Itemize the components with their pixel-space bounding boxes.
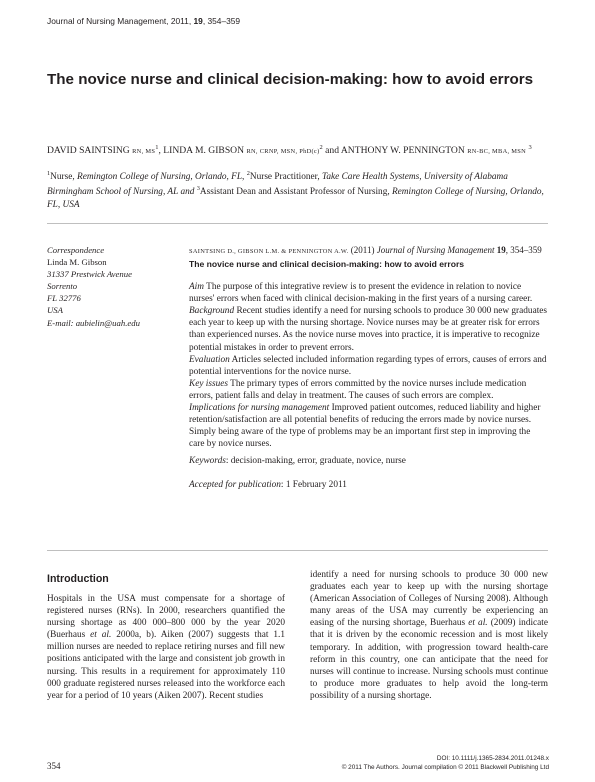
affil-org: Take Care Health Systems, University of Alabama Birmingham School of Nursing, AL and <box>47 172 508 198</box>
keywords <box>189 455 548 467</box>
correspondence-line: Sorrento <box>47 281 78 292</box>
affil-org: Remington College of Nursing, Orlando, FL, USA <box>47 187 544 210</box>
author-mark: 2 <box>319 144 323 151</box>
citation-authors: SAINTSING D., GIBSON L.M. & PENNINGTON A.W. <box>189 248 349 255</box>
abstract-section-label: Background <box>189 306 235 317</box>
abstract-section-label: Key issues <box>189 378 228 389</box>
abstract-title: The novice nurse and clinical decision-making: how to avoid errors <box>189 259 465 270</box>
body-column-right <box>310 569 548 702</box>
correspondence-label: Correspondence <box>47 245 105 255</box>
keywords-text: : decision-making, error, graduate, novice, nurse <box>225 456 406 467</box>
accepted-label: Accepted for publication <box>189 479 281 490</box>
body-text: 2000a, b). Aiken (2007) suggests that 1.1 million nurses are needed to replace retiring nurses and fill new positions anticipated with the large and consistent job growth in nursing. This results in a requirement for approximately 110 000 graduate registered nurses released into the workforce each year for a period of 10 years (Aiken 2007). Recent studies <box>47 630 285 701</box>
page-number: 354 <box>47 761 61 771</box>
citation-volume: 19 <box>494 245 506 255</box>
affil-separator: , <box>242 172 247 183</box>
correspondence-line: Linda M. Gibson <box>47 257 107 268</box>
abstract-section-label: Evaluation <box>189 354 230 365</box>
correspondence-line: FL 32776 <box>47 293 81 304</box>
author-credentials: RN-BC, MBA, MSN <box>467 148 527 156</box>
author-mark: 3 <box>528 144 532 151</box>
doi: DOI: 10.1111/j.1365-2834.2011.01248.x <box>436 755 549 762</box>
abstract-section-text: The primary types of errors committed by the novice nurses include medication errors, patient falls and delay in treatment. The causes of such errors are complex. <box>189 378 527 401</box>
journal-running-header <box>47 16 240 26</box>
section-heading-introduction: Introduction <box>47 573 109 585</box>
body-text-italic: et al. <box>90 630 112 641</box>
abstract-section-label: Aim <box>189 282 204 293</box>
accepted-date <box>189 479 548 491</box>
abstract-section <box>189 281 548 305</box>
author-name: ANTHONY W. PENNINGTON <box>340 145 465 157</box>
affil-mark: 1 <box>47 170 51 177</box>
affil-role: Assistant Dean and Assistant Professor of Nursing, <box>199 187 392 198</box>
body-column-left <box>47 593 285 702</box>
keywords-label: Keywords <box>189 456 226 467</box>
divider <box>47 550 548 551</box>
abstract-section-text: The purpose of this integrative review is to present the evidence in relation to novice nurses' errors when faced with clinical decision-making in the first years of a nursing career. <box>189 282 533 305</box>
body-text: identify a need for nursing schools to produce 30 000 new graduates each year to keep up with the nursing shortage (American Association of Colleges of Nursing 2008). Although many areas of the USA may currently be experiencing an easing of the nursing shortage, Buerhaus <box>310 570 548 629</box>
citation-pages: , 354–359 <box>505 245 542 255</box>
abstract-section-text: Recent studies identify a need for nursing schools to produce 30 000 new graduates each year to keep up with the nursing shortage. Novice nurses may be at greater risk for errors than experienced nurses. As the novice nurse moves into practice, it is imperative to recognize potential mistakes in order to prevent errors. <box>189 306 548 353</box>
copyright: © 2011 The Authors. Journal compilation © 2011 Blackwell Publishing Ltd <box>341 764 549 771</box>
affiliations <box>47 168 552 211</box>
citation <box>189 244 548 258</box>
correspondence-line: 31337 Prestwick Avenue <box>47 269 132 280</box>
correspondence-email: E-mail: aubielin@uah.edu <box>47 317 140 328</box>
abstract-section <box>189 305 548 353</box>
affil-mark: 2 <box>246 170 250 177</box>
affil-role: Nurse Practitioner, <box>249 172 323 183</box>
author-credentials: RN, CRNP, MSN, PhD(c) <box>246 148 320 156</box>
accepted-text: : 1 February 2011 <box>280 479 347 490</box>
page-footer <box>342 754 549 772</box>
author-credentials: RN, MS <box>132 148 156 156</box>
affil-org: Remington College of Nursing, Orlando, FL <box>77 172 243 183</box>
abstract-section <box>189 378 548 402</box>
author-mark: 1 <box>155 144 159 151</box>
citation-journal: Journal of Nursing Management <box>376 245 495 255</box>
abstract-block <box>189 244 548 491</box>
body-text: (2009) indicate that it is driven by the economic recession and is most likely temporary. In addition, with progression toward health-care reform in this country, one can anticipate that the need for nurses will continue to increase. Nursing schools must continue to produce more graduates to help avoid the long-term possibility of a nursing shortage. <box>310 618 549 701</box>
author-name: DAVID SAINTSING <box>47 145 130 157</box>
divider <box>47 223 548 224</box>
body-text: Hospitals in the USA must compensate for a shortage of registered nurses (RNs). In 2000, researchers quantified the nursing shortage as 400 000–800 000 by the year 2020 (Buerhaus <box>47 594 285 641</box>
author-separator: and <box>322 145 341 157</box>
abstract-section-text: Improved patient outcomes, reduced liability and higher retention/satisfaction are all potential benefits of reducing the errors made by novice nurses. Simply being aware of the type of problems may be an important first step in improving the care by novice nurses. <box>189 403 541 450</box>
author-separator: , <box>158 145 164 157</box>
journal-name: Journal of Nursing Management, 2011, <box>47 16 194 26</box>
affil-role: Nurse, <box>50 172 78 183</box>
correspondence-block <box>47 244 177 329</box>
journal-volume: 19 <box>193 16 203 26</box>
correspondence-line: USA <box>47 305 63 316</box>
abstract-section <box>189 402 548 450</box>
journal-pages: , 354–359 <box>202 16 241 26</box>
body-text-italic: et al. <box>468 618 488 629</box>
article-title: The novice nurse and clinical decision-making: how to avoid errors <box>47 71 534 88</box>
citation-year: (2011) <box>348 245 377 255</box>
abstract-section <box>189 354 548 378</box>
affil-mark: 3 <box>196 185 200 193</box>
author-list <box>47 141 552 158</box>
abstract-section-label: Implications for nursing management <box>189 403 330 414</box>
author-name: LINDA M. GIBSON <box>163 145 245 157</box>
abstract-section-text: Articles selected included information regarding types of errors, causes of errors and potential interventions for the novice nurse. <box>189 354 547 377</box>
